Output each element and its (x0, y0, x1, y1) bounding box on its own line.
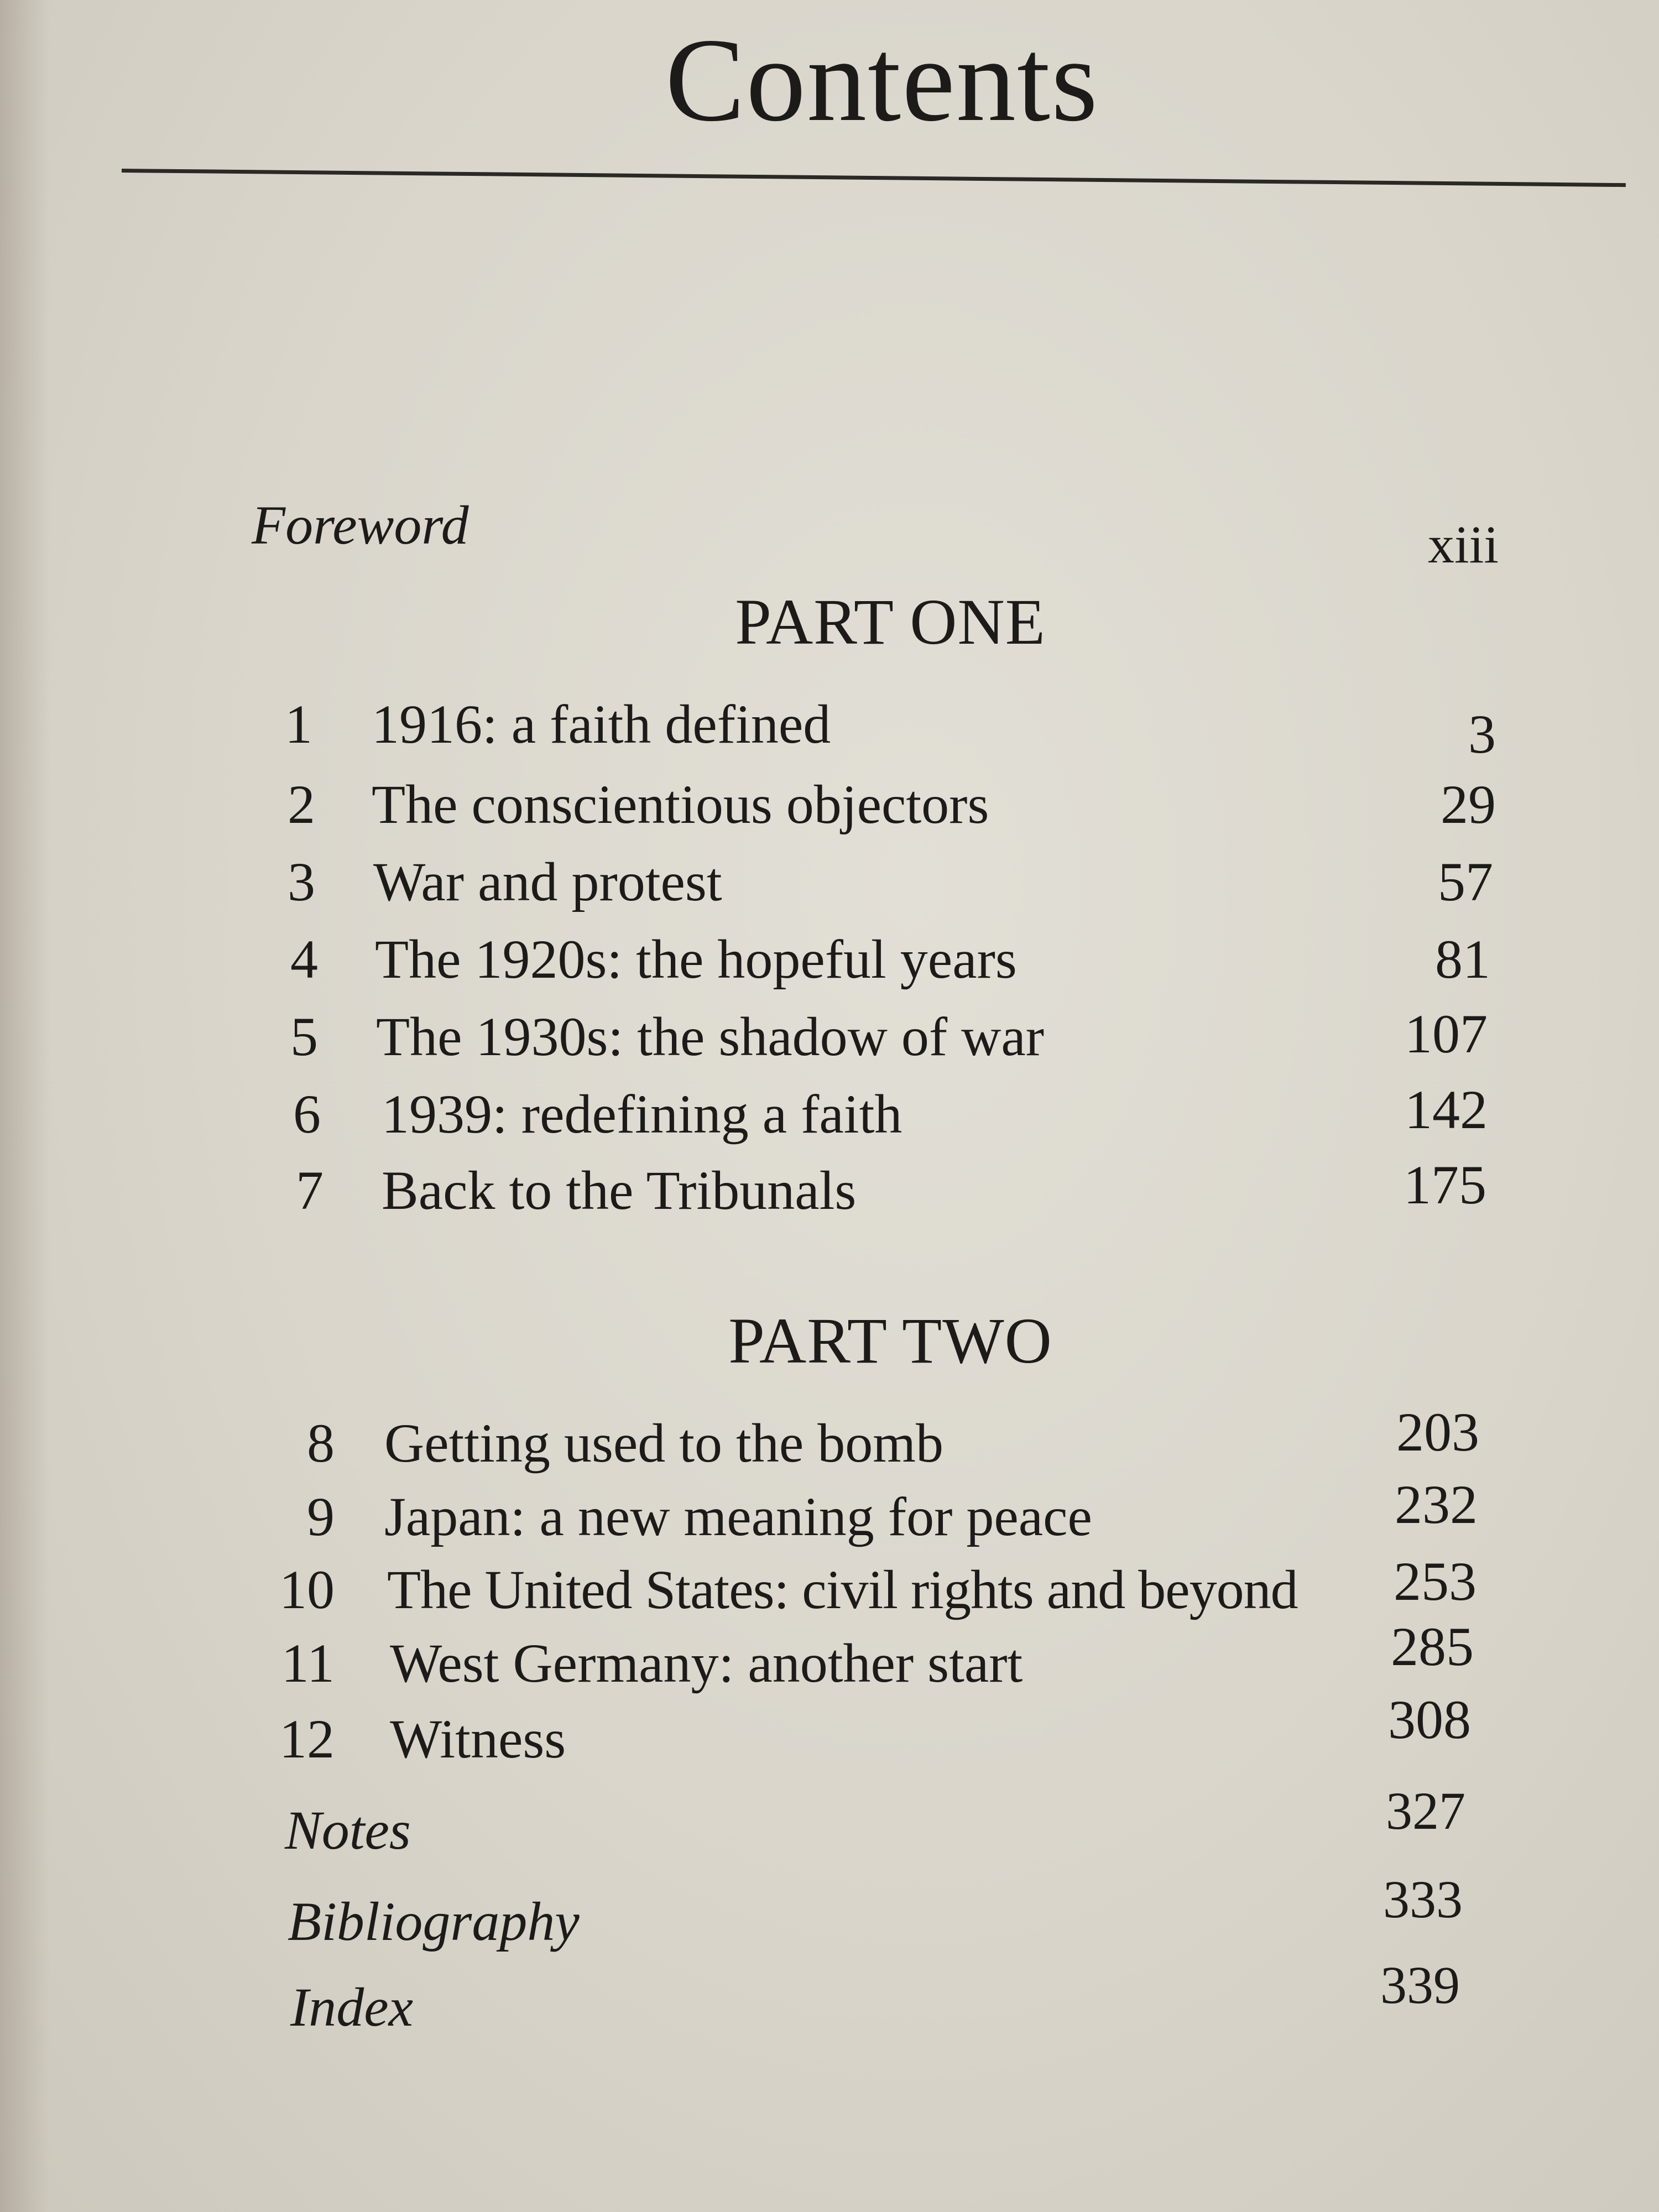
entry-label: Bibliography (288, 1891, 580, 1952)
entry-label: Notes (285, 1799, 411, 1861)
toc-entry[interactable] (0, 921, 1659, 998)
entry-page: 333 (1383, 1870, 1463, 1929)
chapter-number: 2 (288, 774, 315, 835)
entry-label: Foreword (252, 494, 469, 556)
chapter-page: 107 (1405, 1003, 1488, 1065)
chapter-title: 1916: a faith defined (372, 693, 831, 755)
chapter-title: Witness (390, 1708, 566, 1770)
chapter-number: 6 (293, 1083, 321, 1145)
chapter-title: Japan: a new meaning for peace (384, 1486, 1092, 1547)
chapter-title: The United States: civil rights and beyond (387, 1559, 1298, 1620)
chapter-title: The 1920s: the hopeful years (375, 928, 1017, 990)
toc-entry-notes[interactable] (0, 1781, 1659, 1869)
chapter-page: 308 (1388, 1689, 1471, 1750)
toc-entry[interactable] (0, 998, 1659, 1076)
toc-entry[interactable] (0, 1076, 1659, 1153)
chapter-number: 4 (290, 928, 318, 990)
chapter-page: 285 (1391, 1616, 1474, 1677)
chapter-number: 9 (307, 1486, 335, 1547)
entry-page: xiii (1427, 515, 1499, 574)
chapter-number: 5 (290, 1006, 318, 1067)
page-title: Contents (665, 14, 1099, 146)
chapter-title: The conscientious objectors (372, 774, 989, 835)
chapter-page: 3 (1468, 703, 1496, 765)
toc-entry-foreword[interactable] (0, 487, 1659, 574)
chapter-title: The 1930s: the shadow of war (376, 1006, 1045, 1067)
part-heading-two: PART TWO (728, 1305, 1052, 1377)
chapter-page: 232 (1395, 1474, 1478, 1535)
chapter-title: Getting used to the bomb (384, 1412, 943, 1474)
toc-entry[interactable] (0, 686, 1659, 763)
chapter-page: 203 (1396, 1401, 1479, 1463)
chapter-page: 142 (1405, 1079, 1488, 1140)
toc-entry[interactable] (0, 843, 1659, 921)
chapter-number: 12 (279, 1708, 335, 1770)
chapter-number: 3 (288, 851, 315, 912)
chapter-number: 7 (296, 1160, 324, 1221)
chapter-page: 253 (1394, 1551, 1477, 1612)
chapter-page: 29 (1441, 774, 1496, 835)
chapter-page: 175 (1404, 1154, 1486, 1215)
chapter-title: Back to the Tribunals (382, 1160, 857, 1221)
chapter-number: 11 (281, 1632, 335, 1694)
toc-entry-index[interactable] (0, 1955, 1659, 2046)
toc-entry[interactable] (0, 1152, 1659, 1229)
chapter-number: 1 (285, 693, 312, 755)
entry-page: 339 (1380, 1955, 1460, 2015)
chapter-number: 8 (307, 1412, 335, 1474)
chapter-page: 81 (1435, 928, 1490, 990)
toc-entry[interactable] (0, 1689, 1659, 1778)
entry-page: 327 (1386, 1781, 1465, 1840)
chapter-title: West Germany: another start (390, 1632, 1023, 1694)
chapter-page: 57 (1438, 851, 1493, 912)
title-rule (122, 169, 1626, 187)
chapter-title: 1939: redefining a faith (382, 1083, 902, 1145)
chapter-title: War and protest (373, 851, 722, 912)
part-heading-one: PART ONE (735, 586, 1046, 658)
chapter-number: 10 (279, 1559, 335, 1620)
entry-label: Index (290, 1976, 414, 2038)
toc-entry[interactable] (0, 766, 1659, 843)
